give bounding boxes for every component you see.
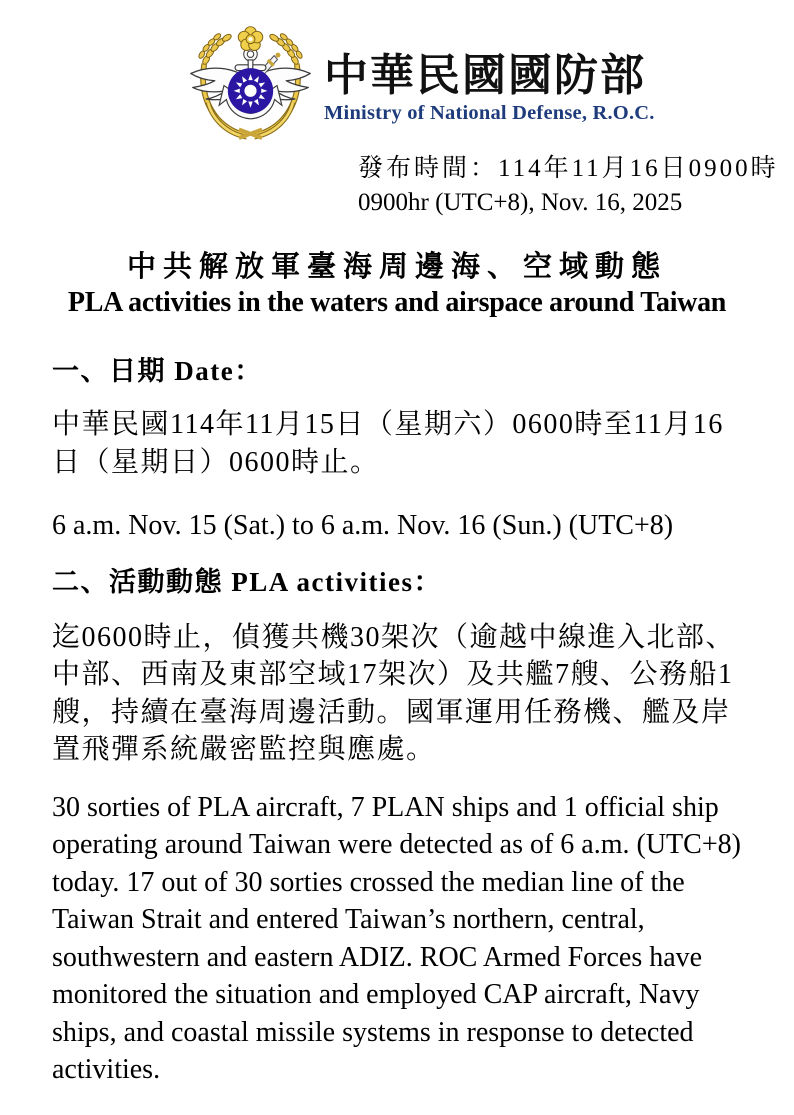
section-2-paragraph-zh: 迄0600時止，偵獲共機30架次（逾越中線進入北部、中部、西南及東部空域17架次）及共艦7艘、公務船1艘，持續在臺海周邊活動。國軍運用任務機、艦及岸置飛彈系統嚴密監控與應處。 bbox=[52, 621, 736, 765]
mnd-emblem-svg bbox=[183, 25, 318, 147]
org-name-en: Ministry of National Defense, R.O.C. bbox=[324, 102, 655, 124]
release-time-zh: 發布時間：114年11月16日0900時 bbox=[358, 155, 779, 182]
masthead bbox=[0, 0, 794, 147]
section-2-paragraph-en: 30 sorties of PLA aircraft, 7 PLAN ships and 1 official ship operating around Taiwan were detected as of 6 a.m. (UTC+8) today. 17 out of 30 sorties crossed the median line of the Taiwan Strait and entered Taiwan’s northern, central, southwestern and eastern ADIZ. ROC Armed Forces have monitored the situation and employed CAP aircraft, Navy ships, and coastal missile systems in response to detected activities. bbox=[52, 791, 741, 1085]
document-title-en: PLA activities in the waters and airspace around Taiwan bbox=[67, 287, 727, 318]
release-time-en: 0900hr (UTC+8), Nov. 16, 2025 bbox=[358, 189, 683, 216]
section-1-paragraph-zh: 中華民國114年11月15日（星期六）0600時至11月16日（星期日）0600時止。 bbox=[52, 409, 724, 478]
document-title-zh: 中共解放軍臺海周邊海、空域動態 bbox=[126, 251, 667, 283]
section-2-heading: 二、活動動態 PLA activities： bbox=[52, 566, 442, 597]
document-title bbox=[0, 249, 794, 320]
section-1-heading: 一、日期 Date： bbox=[52, 356, 263, 386]
org-names bbox=[324, 51, 655, 125]
release-info bbox=[0, 152, 794, 219]
body-content bbox=[0, 354, 794, 1089]
mnd-emblem-icon bbox=[183, 25, 318, 147]
org-name-zh: 中華民國國防部 bbox=[324, 51, 646, 100]
section-1-paragraph-en: 6 a.m. Nov. 15 (Sat.) to 6 a.m. Nov. 16 (Sun.) (UTC+8) bbox=[52, 510, 674, 541]
